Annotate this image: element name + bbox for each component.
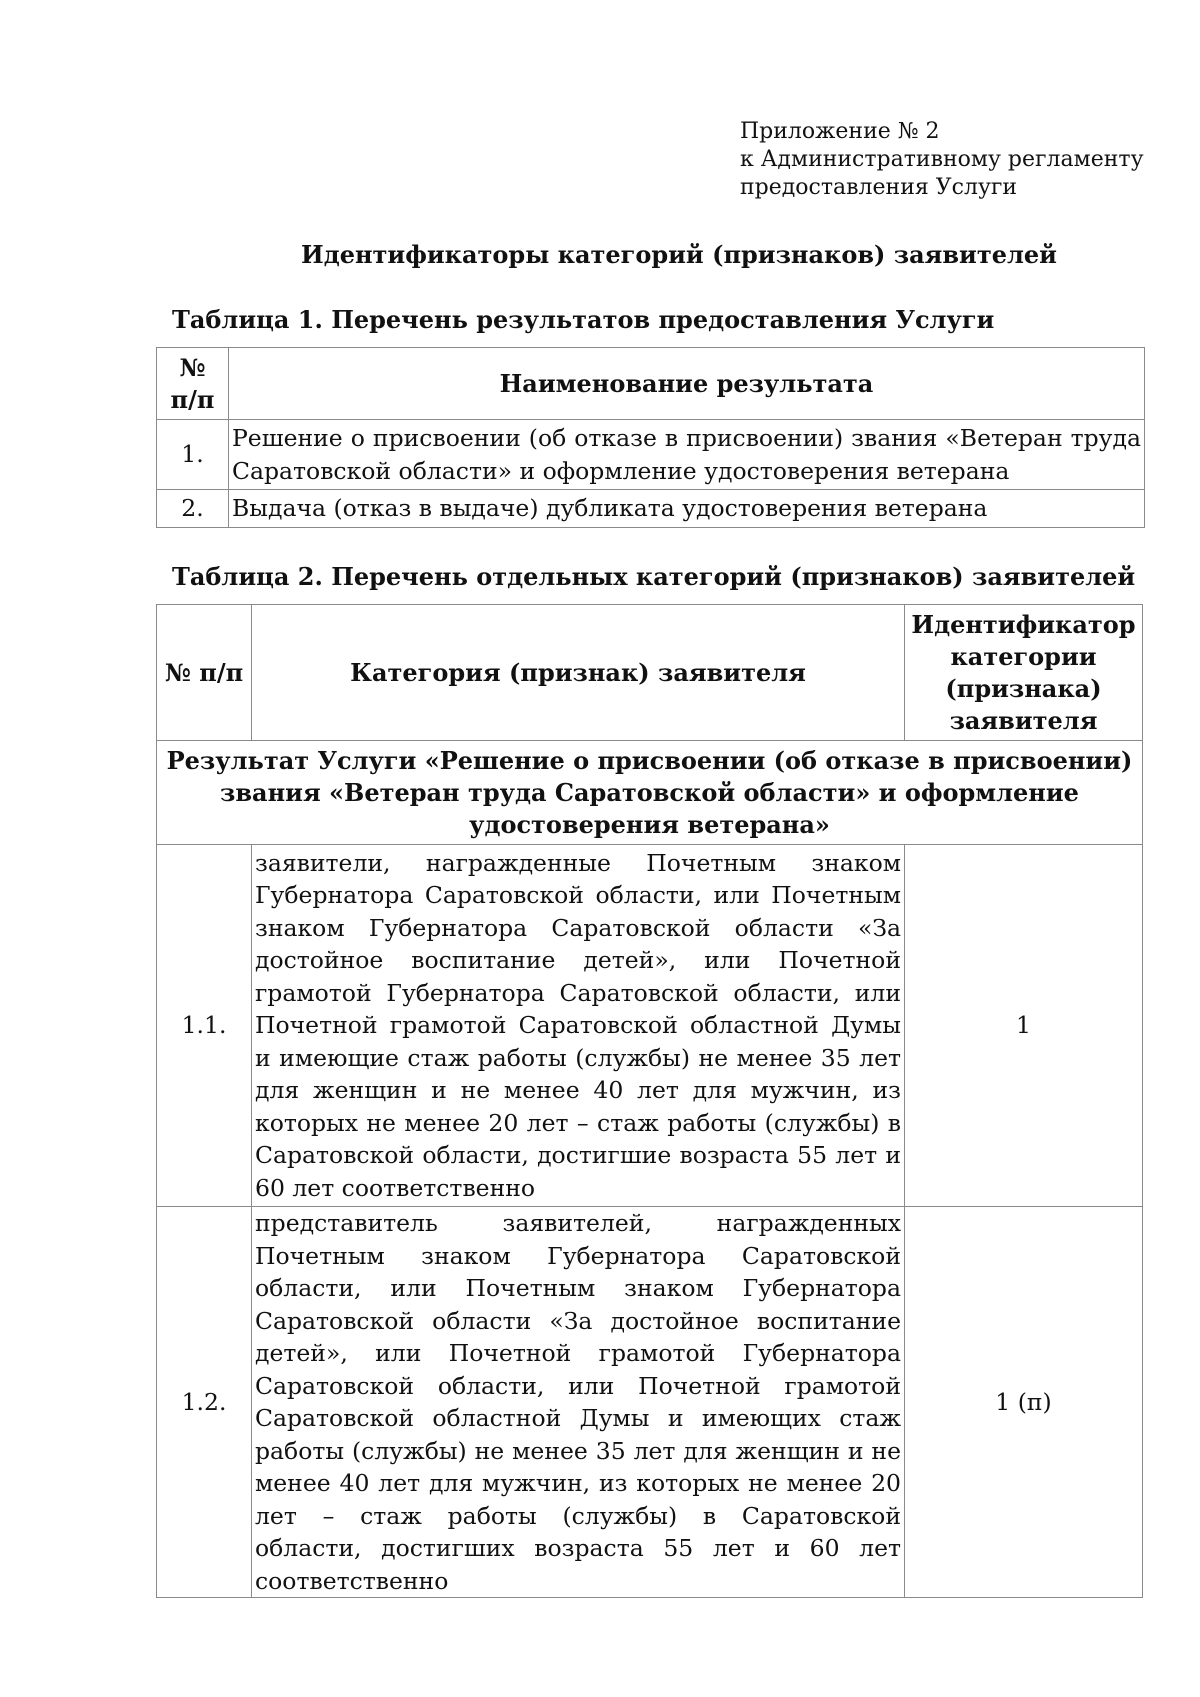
header-num: № п/п (157, 348, 229, 420)
row-num: 1.2. (157, 1207, 252, 1598)
row-num: 1.1. (157, 845, 252, 1207)
table2-caption: Таблица 2. Перечень отдельных категорий (признаков) заявителей (172, 562, 1136, 591)
header-result-name: Наименование результата (229, 348, 1145, 420)
row-text: Решение о присвоении (об отказе в присвоении) звания «Ветеран труда Саратовской области» и оформление удостоверения ветерана (229, 420, 1145, 490)
row-text: представитель заявителей, награжденных Почетным знаком Губернатора Саратовской области, или Почетным знаком Губернатора Саратовской области «За достойное воспитание детей», или Почетной грамотой Губернатора Саратовской области, или Почетной грамотой Саратовской областной Думы и имеющих стаж работы (службы) не менее 35 лет для женщин и не менее 40 лет для мужчин, из которых не менее 20 лет – стаж работы (службы) в Саратовской области, достигших возраста 55 лет и 60 лет соответственно (252, 1207, 905, 1598)
table-row (157, 490, 1145, 528)
table-row (157, 845, 1143, 1207)
categories-table (156, 604, 1143, 1598)
table-row (157, 1207, 1143, 1598)
header-identifier: Идентификатор категории (признака) заявителя (905, 605, 1143, 741)
section-title: Результат Услуги «Решение о присвоении (об отказе в присвоении) звания «Ветеран труда Саратовской области» и оформление удостоверения ветерана» (157, 741, 1143, 845)
appendix-note (740, 118, 1160, 202)
header-category: Категория (признак) заявителя (252, 605, 905, 741)
table1-caption: Таблица 1. Перечень результатов предоставления Услуги (172, 305, 995, 334)
appendix-line-2: к Административному регламенту (740, 147, 1144, 172)
appendix-line-3: предоставления Услуги (740, 175, 1018, 200)
document-title: Идентификаторы категорий (признаков) заявителей (301, 240, 1057, 269)
section-row (157, 741, 1143, 845)
row-num: 1. (157, 420, 229, 490)
appendix-line-1: Приложение № 2 (740, 119, 940, 144)
row-text: заявители, награжденные Почетным знаком Губернатора Саратовской области, или Почетным знаком Губернатора Саратовской области «За достойное воспитание детей», или Почетной грамотой Губернатора Саратовской области, или Почетной грамотой Саратовской областной Думы и имеющие стаж работы (службы) не менее 35 лет для женщин и не менее 40 лет для мужчин, из которых не менее 20 лет – стаж работы (службы) в Саратовской области, достигшие возраста 55 лет и 60 лет соответственно (252, 845, 905, 1207)
results-table (156, 347, 1145, 528)
table-row (157, 420, 1145, 490)
row-text: Выдача (отказ в выдаче) дубликата удостоверения ветерана (229, 490, 1145, 528)
row-identifier: 1 (905, 845, 1143, 1207)
row-identifier: 1 (п) (905, 1207, 1143, 1598)
categories-table-header (157, 605, 1143, 741)
results-table-header (157, 348, 1145, 420)
row-num: 2. (157, 490, 229, 528)
header-num: № п/п (157, 605, 252, 741)
